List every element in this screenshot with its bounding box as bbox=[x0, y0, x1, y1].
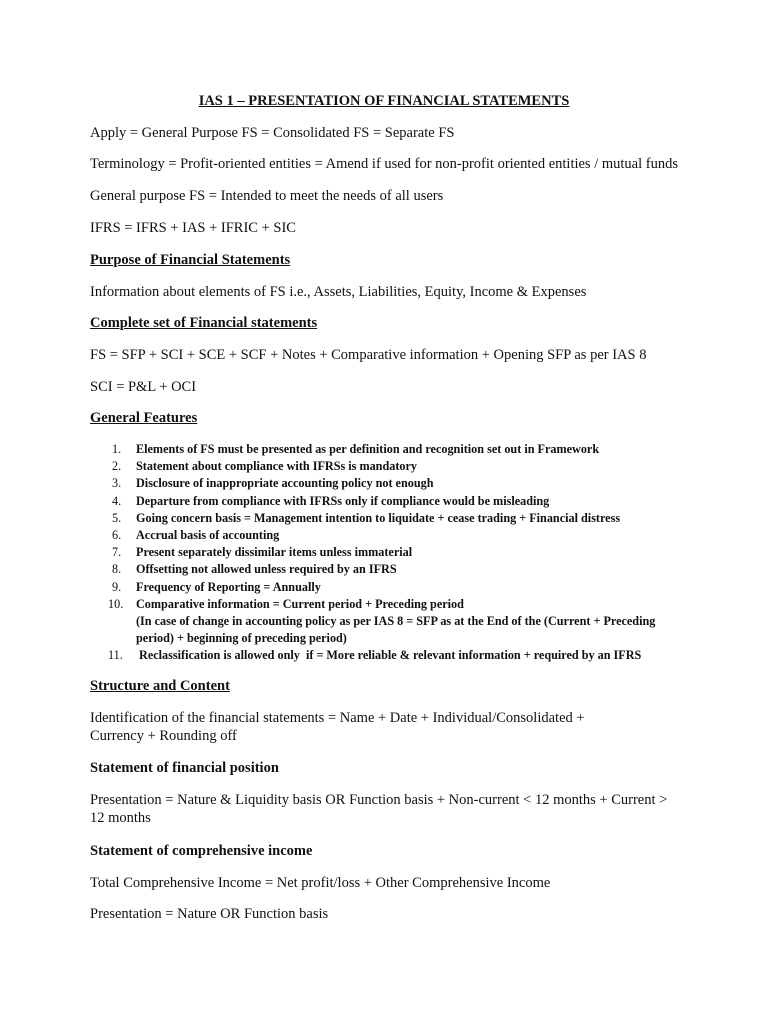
list-number: 9. bbox=[112, 579, 122, 594]
list-item bbox=[96, 493, 736, 510]
page-title: IAS 1 – PRESENTATION OF FINANCIAL STATEMENTS bbox=[198, 93, 570, 109]
list-text: Present separately dissimilar items unless immaterial bbox=[136, 545, 413, 560]
purpose-heading: Purpose of Financial Statements bbox=[90, 252, 291, 268]
list-number: 2. bbox=[112, 459, 122, 474]
list-text: Comparative information = Current period + Preceding period bbox=[136, 596, 464, 611]
list-number: 8. bbox=[112, 562, 122, 577]
list-item bbox=[96, 561, 736, 578]
sci-heading: Statement of comprehensive income bbox=[90, 843, 313, 859]
list-text: Going concern basis = Management intention to liquidate + cease trading + Financial distress bbox=[136, 510, 621, 525]
sci-equation: SCI = P&L + OCI bbox=[90, 379, 197, 395]
sci-presentation: Presentation = Nature OR Function basis bbox=[90, 906, 329, 922]
list-item bbox=[96, 527, 736, 544]
list-text: Departure from compliance with IFRSs only if compliance would be misleading bbox=[136, 493, 550, 508]
general-features-list bbox=[96, 441, 736, 665]
complete-set-heading: Complete set of Financial statements bbox=[90, 315, 318, 331]
list-text-continuation: period) + beginning of preceding period) bbox=[136, 631, 347, 646]
list-item bbox=[96, 475, 736, 492]
ifrs-line: IFRS = IFRS + IAS + IFRIC + SIC bbox=[90, 220, 296, 236]
list-text: Reclassification is allowed only if = More reliable & relevant information + required by an IFRS bbox=[136, 648, 642, 663]
general-features-heading: General Features bbox=[90, 410, 198, 426]
list-text: Offsetting not allowed unless required by an IFRS bbox=[136, 562, 397, 577]
general-purpose-line: General purpose FS = Intended to meet the needs of all users bbox=[90, 188, 444, 204]
list-number: 4. bbox=[112, 493, 122, 508]
list-number: 3. bbox=[112, 476, 122, 491]
list-text: Frequency of Reporting = Annually bbox=[136, 579, 321, 594]
list-text-continuation: (In case of change in accounting policy as per IAS 8 = SFP as at the End of the (Current + Preceding bbox=[136, 614, 656, 629]
purpose-text: Information about elements of FS i.e., Assets, Liabilities, Equity, Income & Expenses bbox=[90, 284, 587, 300]
total-comprehensive-income: Total Comprehensive Income = Net profit/loss + Other Comprehensive Income bbox=[90, 875, 551, 891]
list-item bbox=[96, 441, 736, 458]
list-item bbox=[96, 510, 736, 527]
fs-equation: FS = SFP + SCI + SCE + SCF + Notes + Comparative information + Opening SFP as per IAS 8 bbox=[90, 347, 647, 363]
sfp-text: Presentation = Nature & Liquidity basis OR Function basis + Non-current < 12 months + Current > 12 months bbox=[90, 792, 668, 826]
list-item bbox=[96, 458, 736, 475]
list-number: 10. bbox=[108, 596, 124, 611]
structure-text: Identification of the financial statements = Name + Date + Individual/Consolidated + Currency + Rounding off bbox=[90, 710, 585, 744]
list-text: Accrual basis of accounting bbox=[136, 528, 280, 543]
list-text: Statement about compliance with IFRSs is mandatory bbox=[136, 459, 417, 474]
list-number: 5. bbox=[112, 510, 122, 525]
structure-heading: Structure and Content bbox=[90, 678, 230, 694]
list-item bbox=[96, 596, 736, 648]
list-item bbox=[96, 647, 736, 664]
terminology-line: Terminology = Profit-oriented entities = Amend if used for non-profit oriented entities / mutual funds bbox=[90, 156, 678, 172]
list-text: Disclosure of inappropriate accounting policy not enough bbox=[136, 476, 434, 491]
list-number: 1. bbox=[112, 442, 122, 456]
sfp-heading: Statement of financial position bbox=[90, 760, 279, 776]
list-item bbox=[96, 579, 736, 596]
apply-line: Apply = General Purpose FS = Consolidated FS = Separate FS bbox=[90, 125, 455, 141]
list-text: Elements of FS must be presented as per definition and recognition set out in Framework bbox=[136, 442, 600, 456]
list-number: 11. bbox=[108, 648, 123, 663]
list-number: 6. bbox=[112, 528, 122, 543]
list-number: 7. bbox=[112, 545, 122, 560]
list-item bbox=[96, 544, 736, 561]
